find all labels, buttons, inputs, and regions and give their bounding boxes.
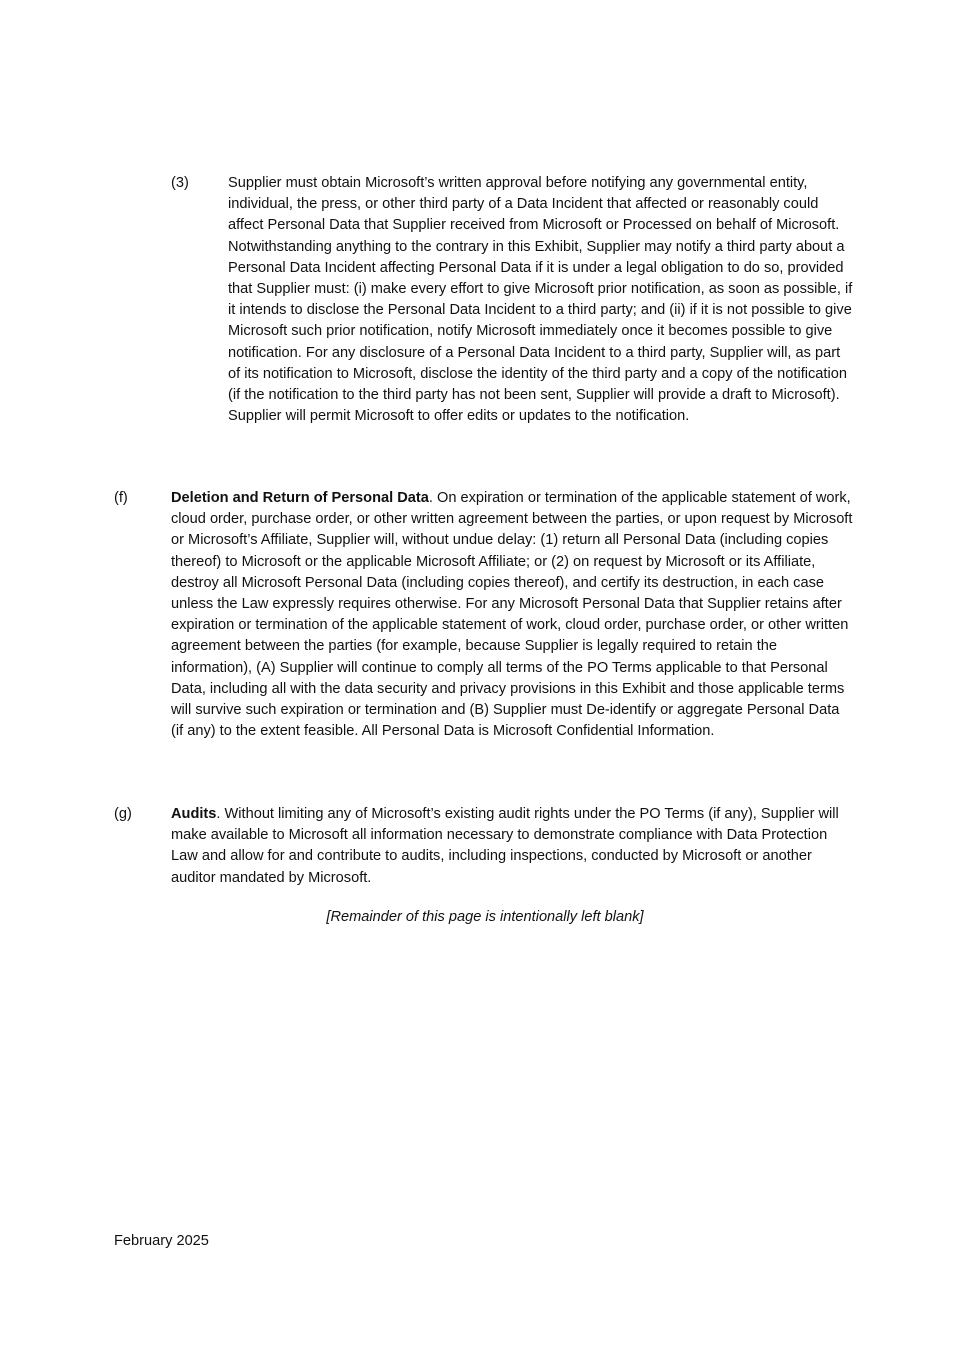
section-g-paragraph: [171, 804, 855, 889]
section-g-text: . Without limiting any of Microsoft’s existing audit rights under the PO Terms (if any), Supplier will make available to Microsoft all information necessary to demonstrate compliance with Data Protection Law and allow for and contribute to audits, including inspections, conducted by Microsoft or another auditor mandated by Microsoft.: [171, 806, 839, 886]
footer-date: February 2025: [114, 1233, 209, 1249]
section-g-heading: Audits: [171, 806, 217, 822]
item-3-label: (3): [171, 175, 189, 191]
item-3-paragraph: Supplier must obtain Microsoft’s written approval before notifying any governmental entity, individual, the press, or other third party of a Data Incident that affected or reasonably could affect Personal Data that Supplier received from Microsoft or Processed on behalf of Microsoft. Notwithstanding anything to the contrary in this Exhibit, Supplier may notify a third party about a Personal Data Incident affecting Personal Data if it is under a legal obligation to do so, provided that Supplier must: (i) make every effort to give Microsoft prior notification, as soon as possible, if it intends to disclose the Personal Data Incident to a third party; and (ii) if it is not possible to give Microsoft such prior notification, notify Microsoft immediately once it becomes possible to give notification. For any disclosure of a Personal Data Incident to a third party, Supplier will, as part of its notification to Microsoft, disclose the identity of the third party and a copy of the notification (if the notification to the third party has not been sent, Supplier will provide a draft to Microsoft). Supplier will permit Microsoft to offer edits or updates to the notification.: [228, 175, 853, 425]
section-f-paragraph: [171, 488, 855, 742]
section-g-label: (g): [114, 806, 132, 822]
section-f-text: . On expiration or termination of the applicable statement of work, cloud order, purchase order, or other written agreement between the parties, or upon request by Microsoft or Microsoft’s Affiliate, Supplier will, without undue delay: (1) return all Personal Data (including copies thereof) to Microsoft or the applicable Microsoft Affiliate; or (2) on request by Microsoft or its Affiliate, destroy all Microsoft Personal Data (including copies thereof), and certify its destruction, in each case unless the Law expressly requires otherwise. For any Microsoft Personal Data that Supplier retains after expiration or termination of the applicable statement of work, cloud order, purchase order, or other written agreement between the parties (for example, because Supplier is legally required to retain the information), (A) Supplier will continue to comply all terms of the PO Terms applicable to that Personal Data, including all with the data security and privacy provisions in this Exhibit and those applicable terms will survive such expiration or termination and (B) Supplier must De-identify or aggregate Personal Data (if any) to the extent feasible. All Personal Data is Microsoft Confidential Information.: [171, 490, 853, 740]
blank-page-notice: [Remainder of this page is intentionally left blank]: [326, 909, 644, 925]
section-f-label: (f): [114, 490, 128, 506]
section-f-heading: Deletion and Return of Personal Data: [171, 490, 429, 506]
